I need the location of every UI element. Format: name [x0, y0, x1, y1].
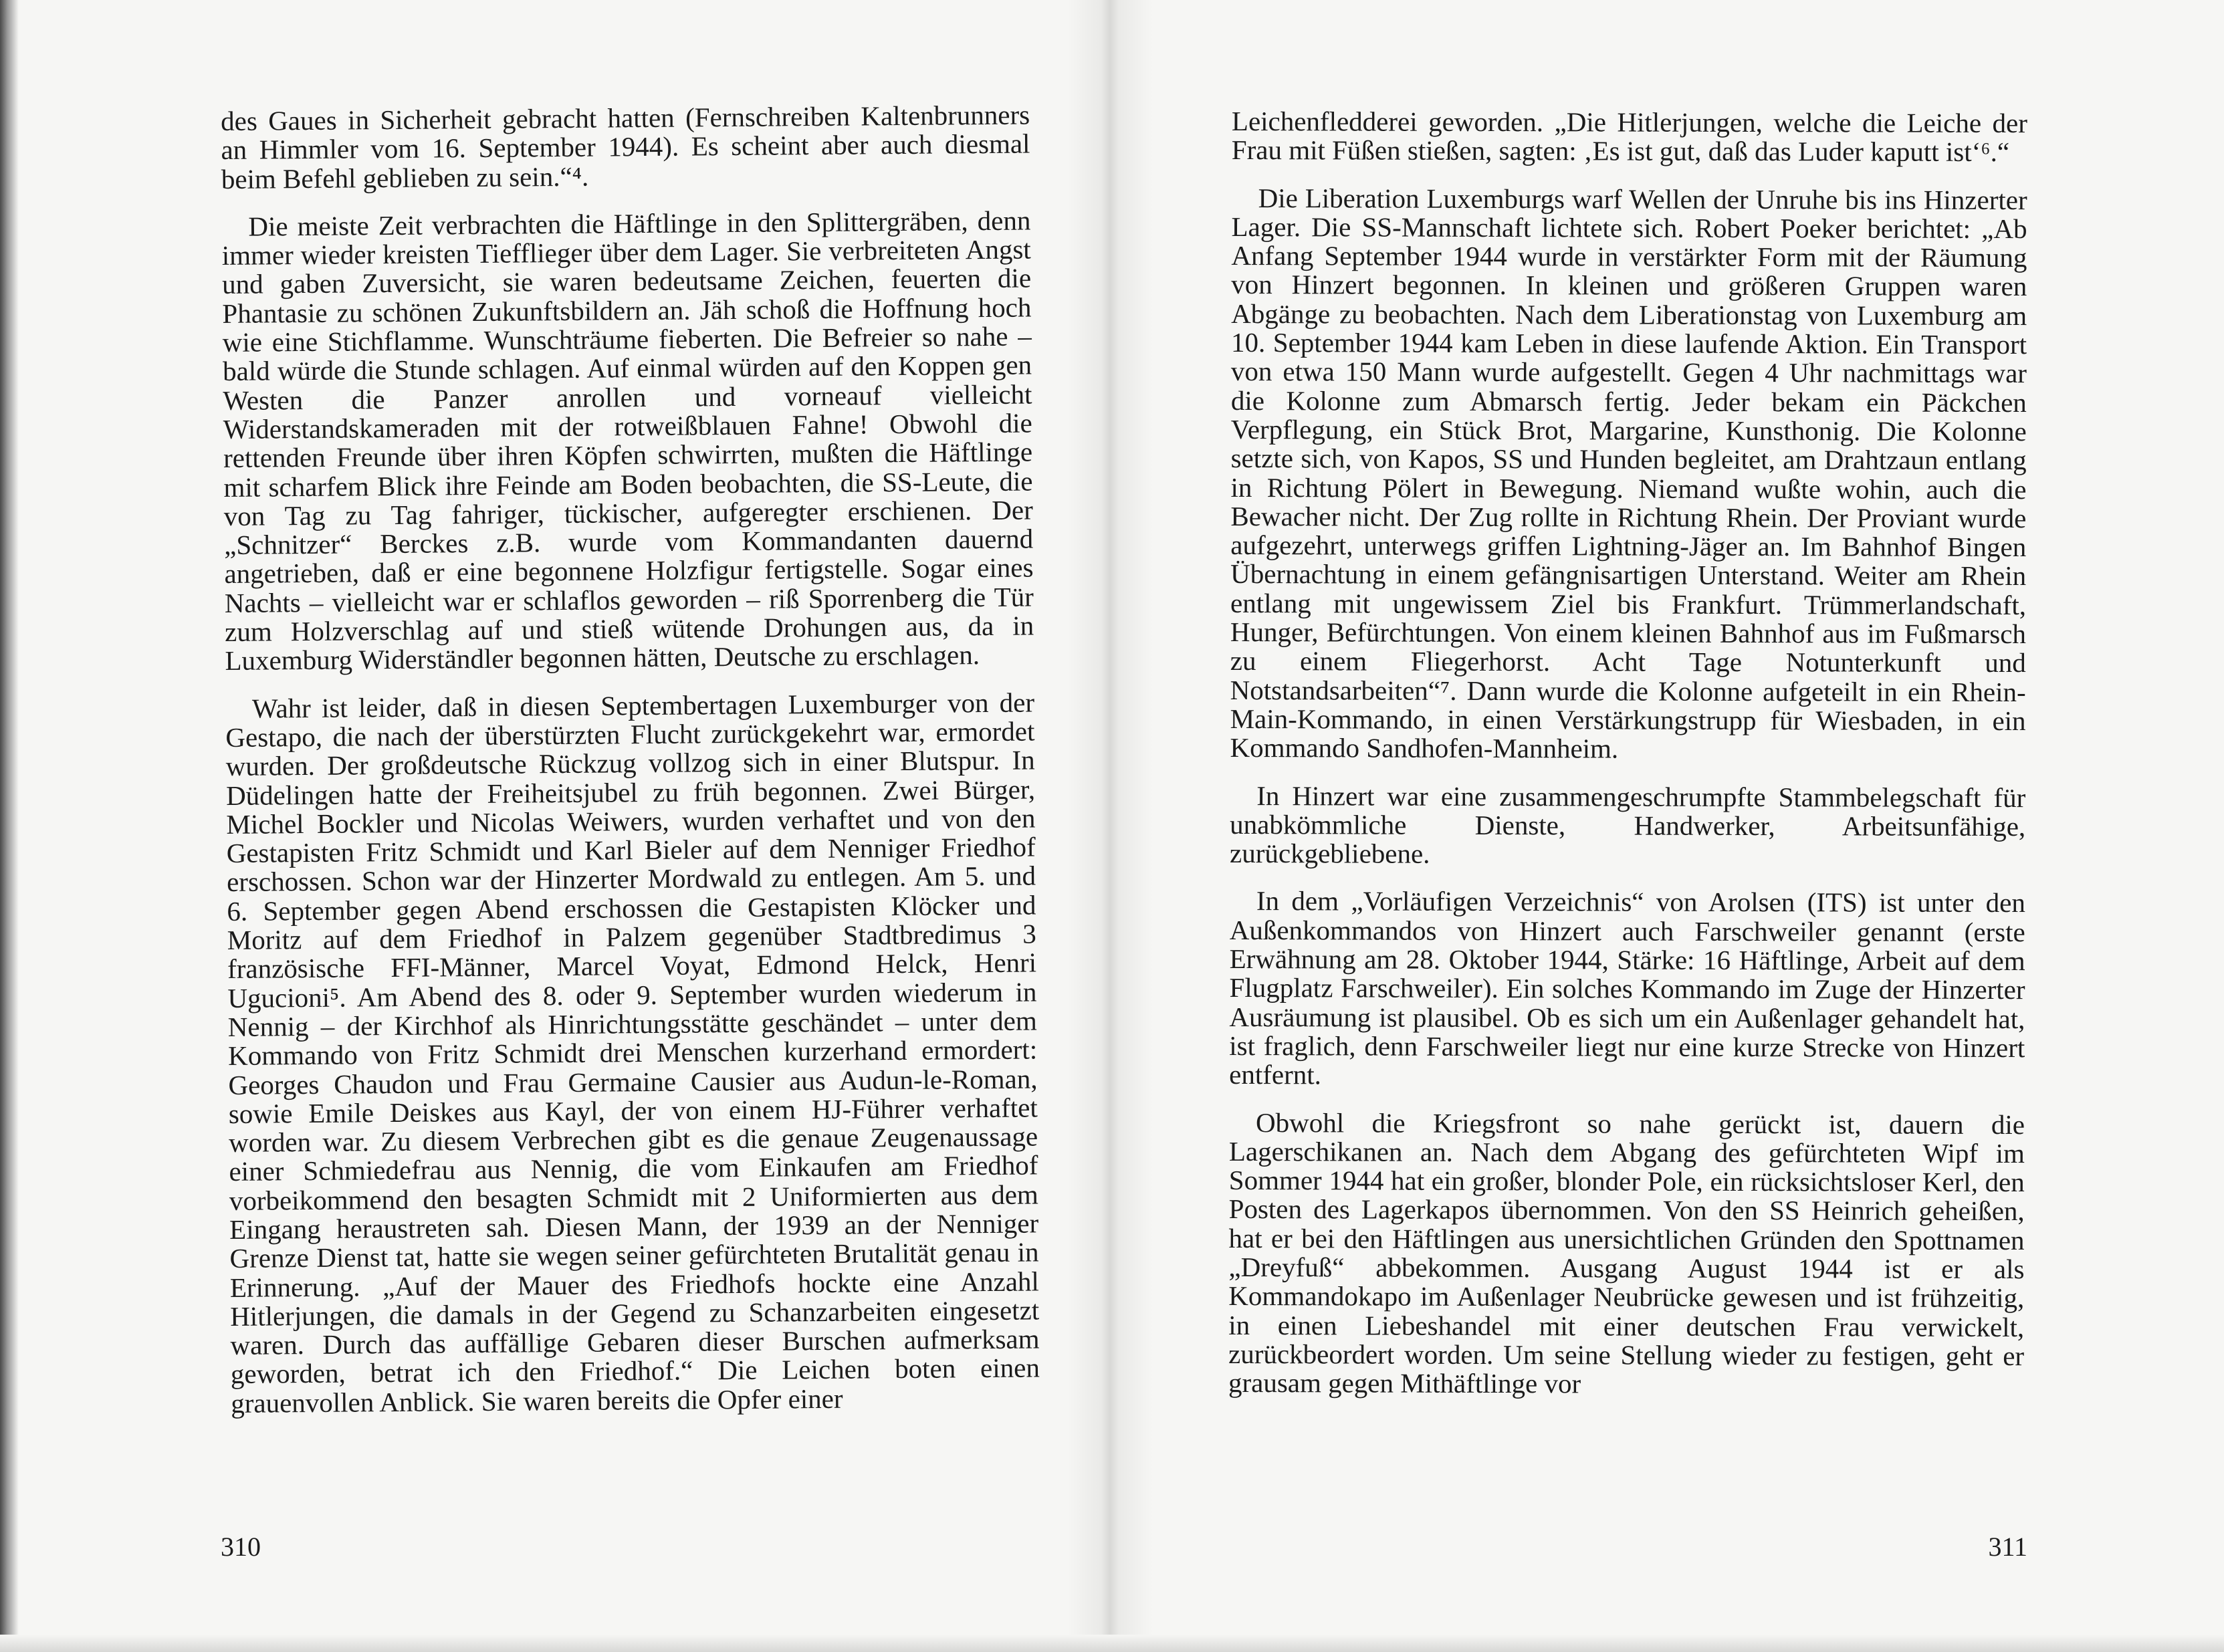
paragraph: In dem „Vorläufigen Verzeichnis“ von Arolsen (ITS) ist unter den Außenkommandos von Hinzert auch Farschweiler genannt (erste Erwähnung am 28. Oktober 1944, Stärke: 16 Häftlinge, Arbeit auf dem Flugplatz Farschweiler). Ein solches Kommando im Zuge der Hinzerter Ausräumung ist plausibel. Ob es sich um ein Außenlager gehandelt hat, ist fraglich, denn Farschweiler liegt nur eine kurze Strecke von Hinzert entfernt.: [1229, 885, 2025, 1090]
book-edge-shadow: [0, 0, 19, 1652]
paragraph: des Gaues in Sicherheit gebracht hatten (Fernschreiben Kaltenbrunners an Himmler vom 16. September 1944). Es scheint aber auch diesmal beim Befehl geblieben zu sein.“⁴.: [220, 99, 1030, 195]
paragraph: Wahr ist leider, daß in diesen Septembertagen Luxemburger von der Gestapo, die nach der überstürzten Flucht zurückgekehrt war, ermordet wurden. Der großdeutsche Rückzug vollzog sich in einer Blutspur. In Düdelingen hatte der Freiheitsjubel zu früh begonnen. Zwei Bürger, Michel Bockler und Nicolas Weiwers, wurden verhaftet und von den Gestapisten Fritz Schmidt und Karl Bieler auf dem Nenniger Friedhof erschossen. Schon war der Hinzerter Mordwald zu entlegen. Am 5. und 6. September gegen Abend erschossen die Gestapisten Klöcker und Moritz auf dem Friedhof in Palzem gegenüber Stadtbredimus 3 französische FFI-Männer, Marcel Voyat, Edmond Helck, Henri Ugucioni⁵. Am Abend des 8. oder 9. September wurden wiederum in Nennig – der Kirchhof als Hinrichtungsstätte geschändet – unter dem Kommando von Fritz Schmidt drei Menschen kurzerhand ermordert: Georges Chaudon und Frau Germaine Causier aus Audun-le-Roman, sowie Emile Deiskes aus Kayl, der von einem HJ-Führer verhaftet worden war. Zu diesem Verbrechen gibt es die genaue Zeugenaussage einer Schmiedefrau aus Nennig, die vom Einkaufen am Friedhof vorbeikommend den besagten Schmidt mit 2 Uniformierten aus dem Eingang heraustreten sah. Diesen Mann, der 1939 an der Nenniger Grenze Dienst tat, hatte sie wegen seiner gefürchteten Brutalität genau in Erinnerung. „Auf der Mauer des Friedhofs hockte eine Anzahl Hitlerjungen, die damals in der Gegend zu Schanzarbeiten eingesetzt waren. Durch das auffällige Gebaren dieser Burschen aufmerksam geworden, betrat ich den Friedhof.“ Die Leichen boten einen grauenvollen Anblick. Sie waren bereits die Opfer einer: [225, 687, 1040, 1419]
page-number: 310: [221, 1532, 261, 1562]
paragraph: Leichenfledderei geworden. „Die Hitlerjungen, welche die Leiche der Frau mit Füßen stießen, sagten: ‚Es ist gut, daß das Luder kaputt ist‘⁶.“: [1231, 106, 2028, 168]
page-number: 311: [1988, 1532, 2027, 1562]
book-gutter: [1067, 0, 1153, 1652]
left-page: [220, 0, 1040, 1652]
paragraph: Die Liberation Luxemburgs warf Wellen der Unruhe bis ins Hinzerter Lager. Die SS-Mannschaft lichtete sich. Robert Poeker berichtet: „Ab Anfang September 1944 wurde in verstärkter Form mit der Räumung von Hinzert begonnen. In kleinen und größeren Gruppen waren Abgänge zu beobachten. Nach dem Liberationstag von Luxemburg am 10. September 1944 kam Leben in diese laufende Aktion. Ein Transport von etwa 150 Mann wurde aufgestellt. Gegen 4 Uhr nachmittags war die Kolonne zum Abmarsch fertig. Jeder bekam ein Päckchen Verpflegung, ein Stück Brot, Margarine, Kunsthonig. Die Kolonne setzte sich, von Kapos, SS und Hunden begleitet, am Drahtzaun entlang in Richtung Pölert in Bewegung. Niemand wußte wohin, auch die Bewacher nicht. Der Zug rollte in Richtung Rhein. Der Proviant wurde aufgezehrt, unterwegs griffen Lightning-Jäger an. Im Bahnhof Bingen Übernachtung in einem gefängnisartigen Unterstand. Weiter am Rhein entlang mit ungewissem Ziel bis Frankfurt. Trümmerlandschaft, Hunger, Befürchtungen. Von einem kleinen Bahnhof aus im Fußmarsch zu einem Fliegerhorst. Acht Tage Notunterkunft und Notstandsarbeiten“⁷. Dann wurde die Kolonne aufgeteilt in ein Rhein-Main-Kommando, in einen Verstärkungstrupp für Wiesbaden, in ein Kommando Sandhofen-Mannheim.: [1230, 182, 2027, 764]
paragraph: Obwohl die Kriegsfront so nahe gerückt ist, dauern die Lagerschikanen an. Nach dem Abgang des gefürchteten Wipf im Sommer 1944 hat ein großer, blonder Pole, ein rücksichtsloser Kerl, den Posten des Lagerkapos übernommen. Von den SS Heinrich geheißen, hat er bei den Häftlingen aus unersichtlichen Gründen den Spottnamen „Dreyfuß“ abbekommen. Ausgang August 1944 ist er als Kommandokapo im Außenlager Neubrücke gewesen und ist frühzeitig, in einen Liebeshandel mit einer deutschen Frau verwickelt, zurückbeordert worden. Um seine Stellung wieder zu festigen, geht er grausam gegen Mithäftlinge vor: [1228, 1106, 2025, 1399]
left-page-body: [221, 100, 1040, 1437]
right-page-body: [1228, 107, 2027, 1419]
paragraph: In Hinzert war eine zusammengeschrumpfte Stammbelegschaft für unabkömmliche Dienste, Handwerker, Arbeitsunfähige, zurückgebliebene.: [1230, 780, 2026, 869]
right-page: [1228, 0, 2028, 1652]
paragraph: Die meiste Zeit verbrachten die Häftlinge in den Splittergräben, denn immer wieder kreisten Tiefflieger über dem Lager. Sie verbreiteten Angst und gaben Zuversicht, sie waren bedeutsame Zeichen, feuerten die Phantasie zu schönen Zukunftsbildern an. Jäh schoß die Hoffnung hoch wie eine Stichflamme. Wunschträume fieberten. Die Befreier so nahe – bald würde die Stunde schlagen. Auf einmal würden auf den Koppen gen Westen die Panzer anrollen und vorneauf vielleicht Widerstandskameraden mit der rotweißblauen Fahne! Obwohl die rettenden Freunde über ihren Köpfen schwirrten, mußten die Häftlinge mit scharfem Blick ihre Feinde am Boden beobachten, die SS-Leute, die von Tag zu Tag fahriger, tückischer, aufgeregter erschienen. Der „Schnitzer“ Berckes z.B. wurde vom Kommandanten dauernd angetrieben, daß er eine begonnene Holzfigur fertigstelle. Sogar eines Nachts – vielleicht war er schlaflos geworden – riß Sporrenberg die Tür zum Holzverschlag auf und stieß wütende Drohungen aus, da in Luxemburg Widerständler begonnen hätten, Deutsche zu erschlagen.: [221, 205, 1034, 677]
